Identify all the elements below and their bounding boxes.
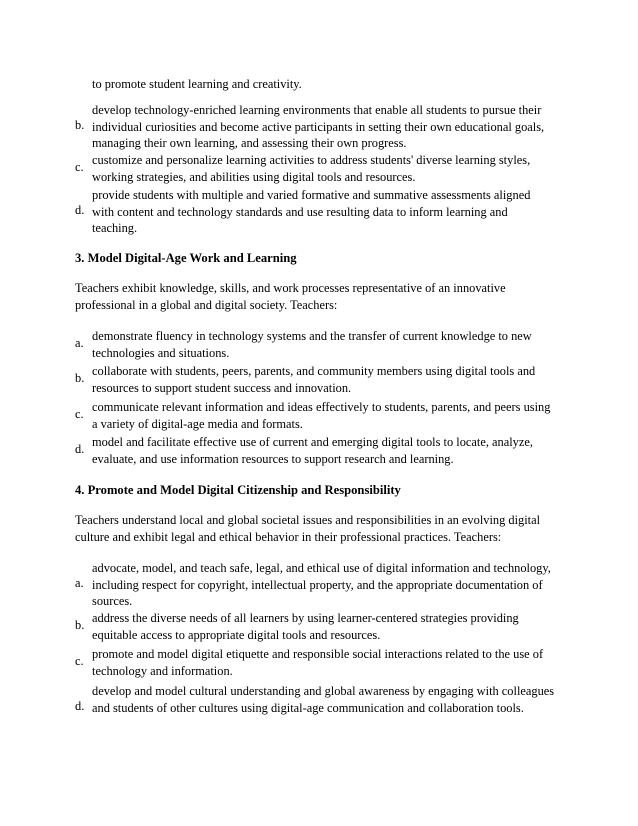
list-marker: a.: [75, 576, 84, 590]
continued-list-text: to promote student learning and creativity.: [92, 77, 302, 91]
list-marker: b.: [75, 618, 85, 632]
list-item: [75, 560, 555, 610]
list-item: [75, 683, 555, 716]
list-marker: d.: [75, 203, 85, 217]
list-item-text: demonstrate fluency in technology systems and the transfer of current knowledge to new technologies and situations.: [92, 329, 532, 360]
list-item-text: communicate relevant information and ideas effectively to students, parents, and peers using a variety of digital-age media and formats.: [92, 400, 551, 431]
list-marker: c.: [75, 160, 84, 174]
section-heading: 3. Model Digital-Age Work and Learning: [75, 251, 297, 265]
list-item-text: collaborate with students, peers, parents, and community members using digital tools and resources to support student success and innovation.: [92, 364, 536, 395]
list-item-text: model and facilitate effective use of current and emerging digital tools to locate, analyze, evaluate, and use information resources to support research and learning.: [92, 435, 533, 466]
list-marker: a.: [75, 336, 84, 350]
list-item: [75, 646, 555, 679]
section-intro: Teachers understand local and global societal issues and responsibilities in an evolving digital culture and exhibit legal and ethical behavior in their professional practices. Teachers:: [75, 513, 541, 544]
list-marker: c.: [75, 654, 84, 668]
list-item: [75, 328, 555, 361]
list-item-text: provide students with multiple and varied formative and summative assessments aligned with content and technology standards and use resulting data to inform learning and teaching.: [92, 188, 531, 235]
section-intro: Teachers exhibit knowledge, skills, and work processes representative of an innovative professional in a global and digital society. Teachers:: [75, 281, 506, 312]
list-item-text: develop technology-enriched learning environments that enable all students to pursue their individual curiosities and become active participants in setting their own educational goals, managing their own learning, and assessing their own progress.: [92, 103, 545, 150]
list-item-text: address the diverse needs of all learners by using learner-centered strategies providing equitable access to appropriate digital tools and resources.: [92, 611, 519, 642]
list-item-text: advocate, model, and teach safe, legal, and ethical use of digital information and technology, including respect for copyright, intellectual property, and the appropriate documentation of sources.: [92, 561, 551, 608]
list-item-text: promote and model digital etiquette and responsible social interactions related to the use of technology and information.: [92, 647, 544, 678]
list-item: [75, 102, 555, 152]
list-marker: b.: [75, 118, 85, 132]
list-item: [75, 399, 555, 432]
list-item: [75, 363, 555, 396]
list-item: [75, 434, 555, 467]
list-item-text: develop and model cultural understanding and global awareness by engaging with colleagues and students of other cultures using digital-age communication and collaboration tools.: [92, 684, 555, 715]
list-item: [75, 152, 555, 185]
list-marker: d.: [75, 699, 85, 713]
list-item: [75, 610, 555, 643]
list-item-text: customize and personalize learning activities to address students' diverse learning styles, working strategies, and abilities using digital tools and resources.: [92, 153, 531, 184]
list-marker: d.: [75, 442, 85, 456]
list-marker: b.: [75, 371, 85, 385]
list-marker: c.: [75, 407, 84, 421]
section-heading: 4. Promote and Model Digital Citizenship and Responsibility: [75, 483, 401, 497]
list-item: [75, 187, 555, 237]
